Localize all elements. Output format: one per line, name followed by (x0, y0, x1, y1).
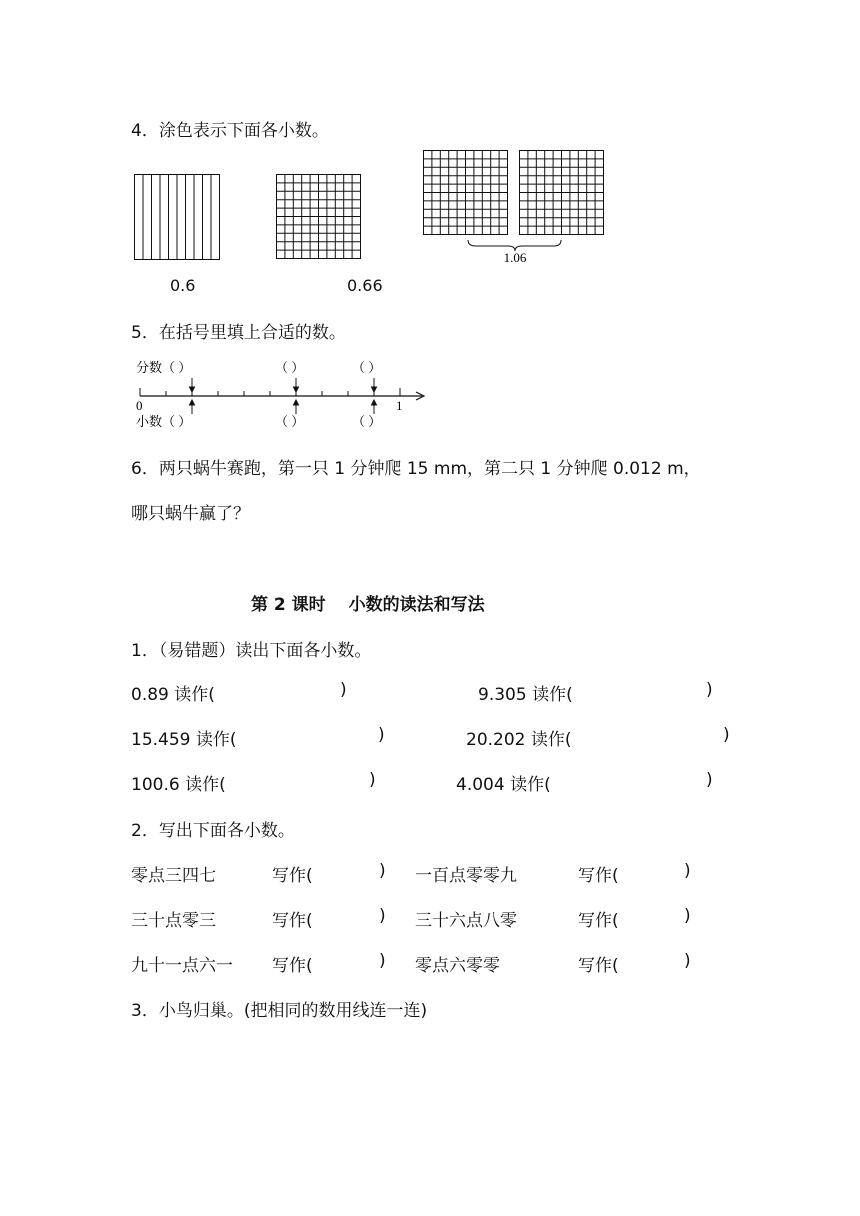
write-item-6-write: 写作( (578, 956, 619, 976)
tick-1: 1 (396, 398, 403, 413)
q4-title: 4．涂色表示下面各小数。 (131, 121, 329, 141)
write-item-1-close: ) (379, 861, 386, 881)
write-item-3-close: ) (379, 906, 386, 926)
strip-grid-tenths (134, 172, 224, 262)
tick-0: 0 (136, 398, 143, 413)
read-item-4-close: ) (723, 725, 730, 745)
read-item-2: 9.305 读作( (478, 685, 573, 705)
label-0-66: 0.66 (347, 276, 383, 295)
write-item-1-write: 写作( (272, 866, 313, 886)
read-item-4: 20.202 读作( (466, 730, 572, 750)
two-hundredths-grids (421, 148, 611, 266)
q6-line1: 6．两只蜗牛赛跑，第一只 1 分钟爬 15 mm，第二只 1 分钟爬 0.012 m， (131, 459, 701, 479)
fraction-label: 分数（ ） (136, 360, 192, 375)
write-item-1-text: 零点三四七 (131, 866, 216, 886)
write-item-6-close: ) (684, 951, 691, 971)
read-item-2-close: ) (706, 680, 713, 700)
hundredths-grid (274, 172, 364, 262)
read-item-1-close: ) (340, 680, 347, 700)
q6-line2: 哪只蜗牛赢了？ (131, 504, 250, 524)
write-item-2-write: 写作( (578, 866, 619, 886)
write-item-3-text: 三十点零三 (131, 911, 216, 931)
write-item-5-text: 九十一点六一 (131, 956, 233, 976)
write-item-5-write: 写作( (272, 956, 313, 976)
p3-title: 3．小鸟归巢。(把相同的数用线连一连) (131, 1001, 428, 1021)
p1-title: 1．（易错题）读出下面各小数。 (131, 641, 372, 661)
read-item-3-close: ) (378, 725, 385, 745)
decimal-label: 小数（ ） (136, 414, 192, 429)
read-item-6-close: ) (706, 770, 713, 790)
write-item-6-text: 零点六零零 (415, 956, 500, 976)
write-item-4-write: 写作( (578, 911, 619, 931)
label-0-6: 0.6 (170, 276, 196, 295)
q5-title: 5．在括号里填上合适的数。 (131, 323, 346, 343)
decimal-paren-3: （ ） (352, 414, 382, 429)
write-item-4-text: 三十六点八零 (415, 911, 517, 931)
read-item-1: 0.89 读作( (131, 685, 215, 705)
read-item-5: 100.6 读作( (131, 775, 226, 795)
decimal-paren-2: （ ） (275, 414, 305, 429)
fraction-paren-3: （ ） (352, 360, 382, 375)
read-item-5-close: ) (369, 770, 376, 790)
fraction-paren-2: （ ） (275, 360, 305, 375)
section-title: 第 2 课时 小数的读法和写法 (251, 595, 485, 615)
write-item-2-close: ) (684, 861, 691, 881)
p2-title: 2．写出下面各小数。 (131, 821, 295, 841)
write-item-3-write: 写作( (272, 911, 313, 931)
write-item-4-close: ) (684, 906, 691, 926)
read-item-6: 4.004 读作( (456, 775, 551, 795)
number-line (130, 354, 440, 434)
brace-label: 1.06 (503, 250, 527, 265)
read-item-3: 15.459 读作( (131, 730, 237, 750)
write-item-2-text: 一百点零零九 (415, 866, 517, 886)
write-item-5-close: ) (379, 951, 386, 971)
